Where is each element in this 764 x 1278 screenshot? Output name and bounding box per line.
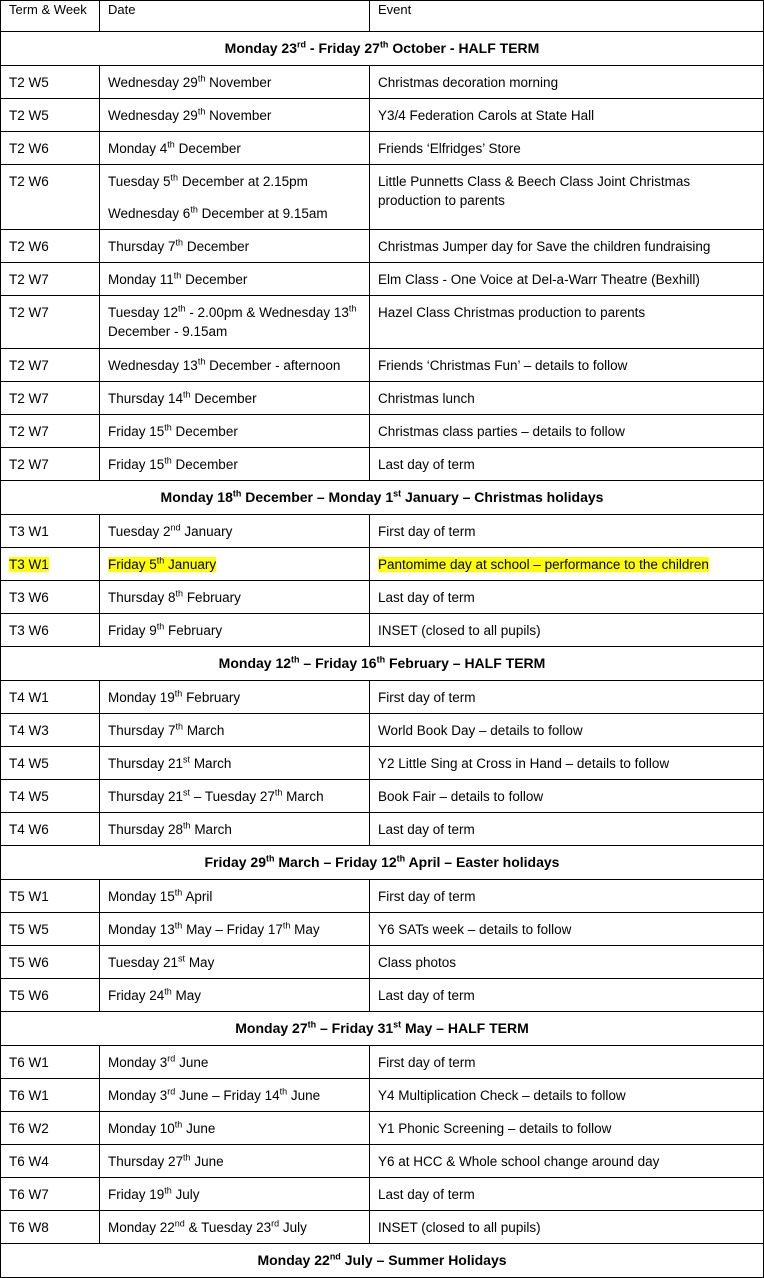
- holiday-separator-row: [1, 481, 764, 515]
- date-cell: Monday 15th April: [100, 880, 370, 913]
- event-cell: Last day of term: [370, 448, 764, 481]
- header-event: Event: [370, 1, 764, 32]
- holiday-separator-row: [1, 1244, 764, 1278]
- holiday-separator-row: [1, 647, 764, 681]
- term-week-cell: T5 W6: [1, 979, 100, 1012]
- term-week-cell: T4 W6: [1, 813, 100, 846]
- table-body: [1, 32, 764, 1278]
- term-week-cell: T2 W7: [1, 263, 100, 296]
- event-cell: Little Punnetts Class & Beech Class Joint Christmas production to parents: [370, 165, 764, 230]
- header-row: [1, 1, 764, 32]
- event-cell: INSET (closed to all pupils): [370, 614, 764, 647]
- table-row: [1, 780, 764, 813]
- holiday-label: Monday 12th – Friday 16th February – HALF TERM: [1, 647, 764, 681]
- date-cell: Thursday 28th March: [100, 813, 370, 846]
- table-row: [1, 382, 764, 415]
- term-week-cell: T2 W7: [1, 415, 100, 448]
- event-cell: Christmas Jumper day for Save the children fundraising: [370, 230, 764, 263]
- term-week-cell: T5 W1: [1, 880, 100, 913]
- event-cell: Last day of term: [370, 581, 764, 614]
- term-week-cell: T6 W7: [1, 1178, 100, 1211]
- event-cell: INSET (closed to all pupils): [370, 1211, 764, 1244]
- table-row: [1, 66, 764, 99]
- date-cell: Friday 9th February: [100, 614, 370, 647]
- event-cell: Christmas decoration morning: [370, 66, 764, 99]
- event-cell: Christmas class parties – details to follow: [370, 415, 764, 448]
- date-cell: Wednesday 29th November: [100, 99, 370, 132]
- term-week-cell: T3 W6: [1, 581, 100, 614]
- table-row: [1, 747, 764, 780]
- table-row: [1, 132, 764, 165]
- event-cell: Pantomime day at school – performance to the children: [370, 548, 764, 581]
- date-cell: Tuesday 2nd January: [100, 515, 370, 548]
- table-row: [1, 448, 764, 481]
- event-cell: Book Fair – details to follow: [370, 780, 764, 813]
- holiday-separator-row: [1, 1012, 764, 1046]
- event-cell: Y1 Phonic Screening – details to follow: [370, 1112, 764, 1145]
- date-cell: Friday 15th December: [100, 415, 370, 448]
- table-row: [1, 1079, 764, 1112]
- date-cell: Friday 24th May: [100, 979, 370, 1012]
- holiday-separator-row: [1, 32, 764, 66]
- event-cell: Y3/4 Federation Carols at State Hall: [370, 99, 764, 132]
- term-week-cell: T6 W4: [1, 1145, 100, 1178]
- holiday-label: Friday 29th March – Friday 12th April – Easter holidays: [1, 846, 764, 880]
- table-row: [1, 296, 764, 349]
- term-week-cell: T3 W6: [1, 614, 100, 647]
- event-cell: Y6 at HCC & Whole school change around day: [370, 1145, 764, 1178]
- table-row: [1, 581, 764, 614]
- date-cell: Monday 10th June: [100, 1112, 370, 1145]
- date-cell: Thursday 7th March: [100, 714, 370, 747]
- event-cell: Friends ‘Elfridges’ Store: [370, 132, 764, 165]
- table-row: [1, 263, 764, 296]
- date-cell: Monday 13th May – Friday 17th May: [100, 913, 370, 946]
- holiday-label: Monday 18th December – Monday 1st January – Christmas holidays: [1, 481, 764, 515]
- table-row: [1, 1046, 764, 1079]
- table-row: [1, 1178, 764, 1211]
- term-week-cell: T2 W6: [1, 132, 100, 165]
- date-cell: Thursday 21st – Tuesday 27th March: [100, 780, 370, 813]
- table-row: [1, 230, 764, 263]
- term-week-cell: T4 W3: [1, 714, 100, 747]
- table-row: [1, 349, 764, 382]
- term-week-cell: T3 W1: [1, 515, 100, 548]
- term-week-cell: T2 W6: [1, 165, 100, 230]
- date-cell: Tuesday 12th - 2.00pm & Wednesday 13th December - 9.15am: [100, 296, 370, 349]
- event-cell: Christmas lunch: [370, 382, 764, 415]
- term-week-cell: T5 W5: [1, 913, 100, 946]
- holiday-label: Monday 27th – Friday 31st May – HALF TERM: [1, 1012, 764, 1046]
- term-week-cell: T4 W1: [1, 681, 100, 714]
- term-week-cell: T2 W5: [1, 66, 100, 99]
- term-week-cell: T2 W7: [1, 349, 100, 382]
- header-term-week: Term & Week: [1, 1, 100, 32]
- date-cell: Friday 15th December: [100, 448, 370, 481]
- table-row: [1, 946, 764, 979]
- term-week-cell: T3 W1: [1, 548, 100, 581]
- table-row: [1, 1145, 764, 1178]
- event-cell: First day of term: [370, 1046, 764, 1079]
- term-week-cell: T6 W1: [1, 1079, 100, 1112]
- table-row: [1, 614, 764, 647]
- date-cell: Monday 11th December: [100, 263, 370, 296]
- table-row: [1, 1112, 764, 1145]
- date-cell: Thursday 21st March: [100, 747, 370, 780]
- date-cell: Friday 5th January: [100, 548, 370, 581]
- event-cell: First day of term: [370, 880, 764, 913]
- date-cell: Monday 4th December: [100, 132, 370, 165]
- term-week-cell: T4 W5: [1, 780, 100, 813]
- table-row: [1, 913, 764, 946]
- term-week-cell: T5 W6: [1, 946, 100, 979]
- term-week-cell: T2 W7: [1, 448, 100, 481]
- event-cell: World Book Day – details to follow: [370, 714, 764, 747]
- table-row: [1, 1211, 764, 1244]
- event-cell: Friends ‘Christmas Fun’ – details to follow: [370, 349, 764, 382]
- table-row: [1, 880, 764, 913]
- date-cell: Tuesday 21st May: [100, 946, 370, 979]
- event-cell: First day of term: [370, 681, 764, 714]
- date-cell: Monday 3rd June: [100, 1046, 370, 1079]
- event-cell: Y6 SATs week – details to follow: [370, 913, 764, 946]
- event-cell: Last day of term: [370, 1178, 764, 1211]
- event-cell: First day of term: [370, 515, 764, 548]
- term-week-cell: T4 W5: [1, 747, 100, 780]
- table-row: [1, 548, 764, 581]
- date-cell: Thursday 14th December: [100, 382, 370, 415]
- date-cell: Monday 22nd & Tuesday 23rd July: [100, 1211, 370, 1244]
- date-cell: Thursday 7th December: [100, 230, 370, 263]
- table-row: [1, 515, 764, 548]
- table-row: [1, 165, 764, 230]
- date-cell: Monday 3rd June – Friday 14th June: [100, 1079, 370, 1112]
- date-cell: Friday 19th July: [100, 1178, 370, 1211]
- event-cell: Class photos: [370, 946, 764, 979]
- term-week-cell: T2 W7: [1, 296, 100, 349]
- table-row: [1, 99, 764, 132]
- term-week-cell: T6 W2: [1, 1112, 100, 1145]
- table-row: [1, 415, 764, 448]
- event-cell: Y4 Multiplication Check – details to follow: [370, 1079, 764, 1112]
- holiday-label: Monday 22nd July – Summer Holidays: [1, 1244, 764, 1278]
- event-cell: Last day of term: [370, 979, 764, 1012]
- term-week-cell: T6 W8: [1, 1211, 100, 1244]
- event-cell: Elm Class - One Voice at Del-a-Warr Theatre (Bexhill): [370, 263, 764, 296]
- date-cell: Wednesday 13th December - afternoon: [100, 349, 370, 382]
- date-cell: Thursday 8th February: [100, 581, 370, 614]
- header-date: Date: [100, 1, 370, 32]
- holiday-separator-row: [1, 846, 764, 880]
- date-cell: Tuesday 5th December at 2.15pm Wednesday 6th December at 9.15am: [100, 165, 370, 230]
- event-cell: Y2 Little Sing at Cross in Hand – details to follow: [370, 747, 764, 780]
- term-week-cell: T6 W1: [1, 1046, 100, 1079]
- term-week-cell: T2 W6: [1, 230, 100, 263]
- date-cell: Wednesday 29th November: [100, 66, 370, 99]
- term-week-cell: T2 W5: [1, 99, 100, 132]
- table-row: [1, 813, 764, 846]
- holiday-label: Monday 23rd - Friday 27th October - HALF TERM: [1, 32, 764, 66]
- term-week-cell: T2 W7: [1, 382, 100, 415]
- date-cell: Thursday 27th June: [100, 1145, 370, 1178]
- table-row: [1, 979, 764, 1012]
- table-row: [1, 681, 764, 714]
- event-cell: Hazel Class Christmas production to parents: [370, 296, 764, 349]
- date-cell: Monday 19th February: [100, 681, 370, 714]
- table-row: [1, 714, 764, 747]
- event-cell: Last day of term: [370, 813, 764, 846]
